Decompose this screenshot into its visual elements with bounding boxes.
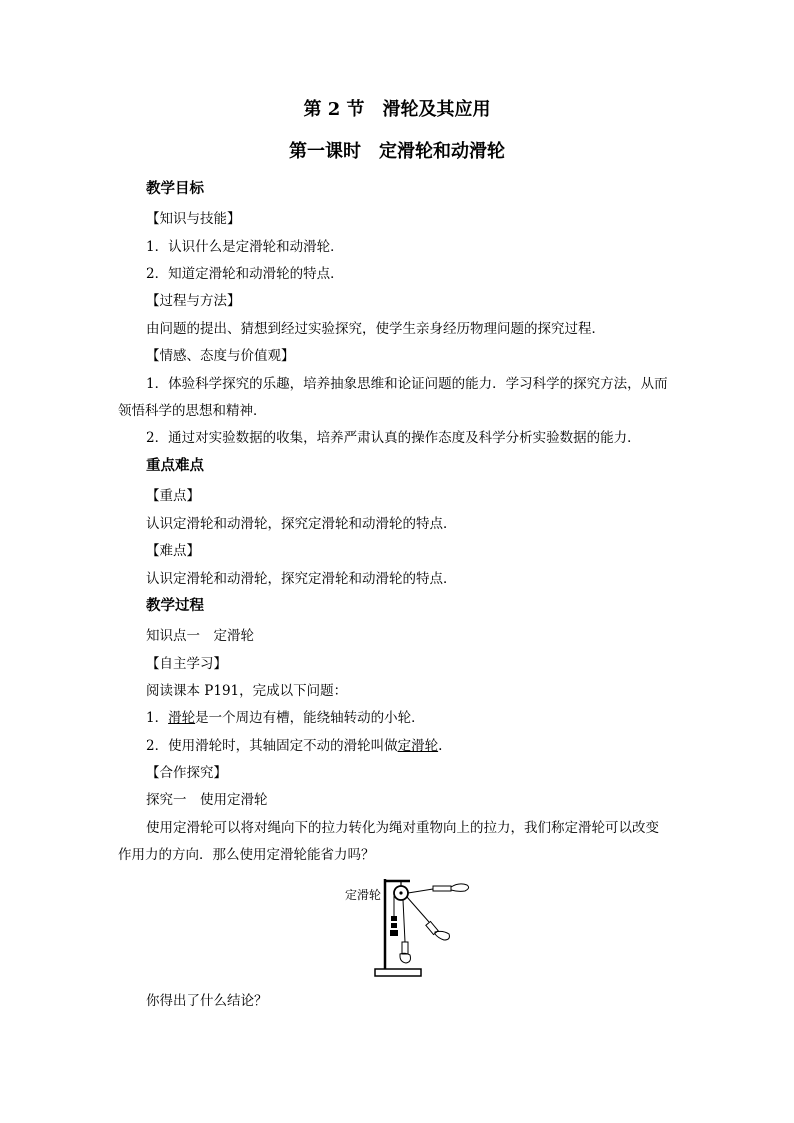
key-points-heading: 重点难点 <box>146 457 204 474</box>
page-title: 第 2 节 滑轮及其应用 <box>303 99 491 120</box>
question-2 <box>146 737 442 755</box>
figure-label: 定滑轮 <box>345 888 382 902</box>
knowledge-label: 【知识与技能】 <box>146 211 241 227</box>
question-2-answer: 定滑轮 <box>397 738 439 754</box>
key-text: 认识定滑轮和动滑轮，探究定滑轮和动滑轮的特点． <box>146 516 457 532</box>
process-label: 【过程与方法】 <box>146 293 241 309</box>
question-2-prefix: 2．使用滑轮时，其轴固定不动的滑轮叫做 <box>146 738 398 754</box>
knowledge-item-1: 1．认识什么是定滑轮和动滑轮． <box>146 239 344 255</box>
knowledge-item-2: 2．知道定滑轮和动滑轮的特点． <box>146 266 344 282</box>
question-1 <box>146 709 425 727</box>
explore-line-2: 作用力的方向．那么使用定滑轮能省力吗？ <box>118 847 375 863</box>
attitude-label: 【情感、态度与价值观】 <box>146 348 295 364</box>
process-heading: 教学过程 <box>146 597 204 614</box>
explore-line-1: 使用定滑轮可以将对绳向下的拉力转化为绳对重物向上的拉力，我们称定滑轮可以改变 <box>146 820 659 836</box>
knowledge-point-title: 知识点一 定滑轮 <box>146 628 254 644</box>
key-label: 【重点】 <box>146 488 200 504</box>
question-1-rest: 是一个周边有槽，能绕轴转动的小轮． <box>195 710 425 726</box>
attitude-item-2: 2．通过对实验数据的收集，培养严肃认真的操作态度及科学分析实验数据的能力． <box>146 430 641 446</box>
page-subtitle: 第一课时 定滑轮和动滑轮 <box>289 141 505 162</box>
reading-task: 阅读课本 P191，完成以下问题： <box>146 683 348 699</box>
objectives-heading: 教学目标 <box>146 180 204 197</box>
difficult-text: 认识定滑轮和动滑轮，探究定滑轮和动滑轮的特点． <box>146 571 457 587</box>
question-1-prefix: 1． <box>146 710 169 726</box>
explore-title: 探究一 使用定滑轮 <box>146 792 268 808</box>
coop-label: 【合作探究】 <box>146 765 227 781</box>
difficult-label: 【难点】 <box>146 543 200 559</box>
question-1-answer: 滑轮 <box>168 710 196 726</box>
question-2-suffix: . <box>438 738 443 754</box>
fixed-pulley-figure <box>345 876 477 984</box>
attitude-item-1-line-2: 领悟科学的思想和精神． <box>118 403 267 419</box>
attitude-item-1-line-1: 1．体验科学探究的乐趣，培养抽象思维和论证问题的能力．学习科学的探究方法，从而 <box>146 376 668 392</box>
self-study-label: 【自主学习】 <box>146 656 227 672</box>
conclusion-question: 你得出了什么结论？ <box>146 993 268 1009</box>
process-text: 由问题的提出、猜想到经过实验探究，使学生亲身经历物理问题的探究过程． <box>146 321 605 337</box>
